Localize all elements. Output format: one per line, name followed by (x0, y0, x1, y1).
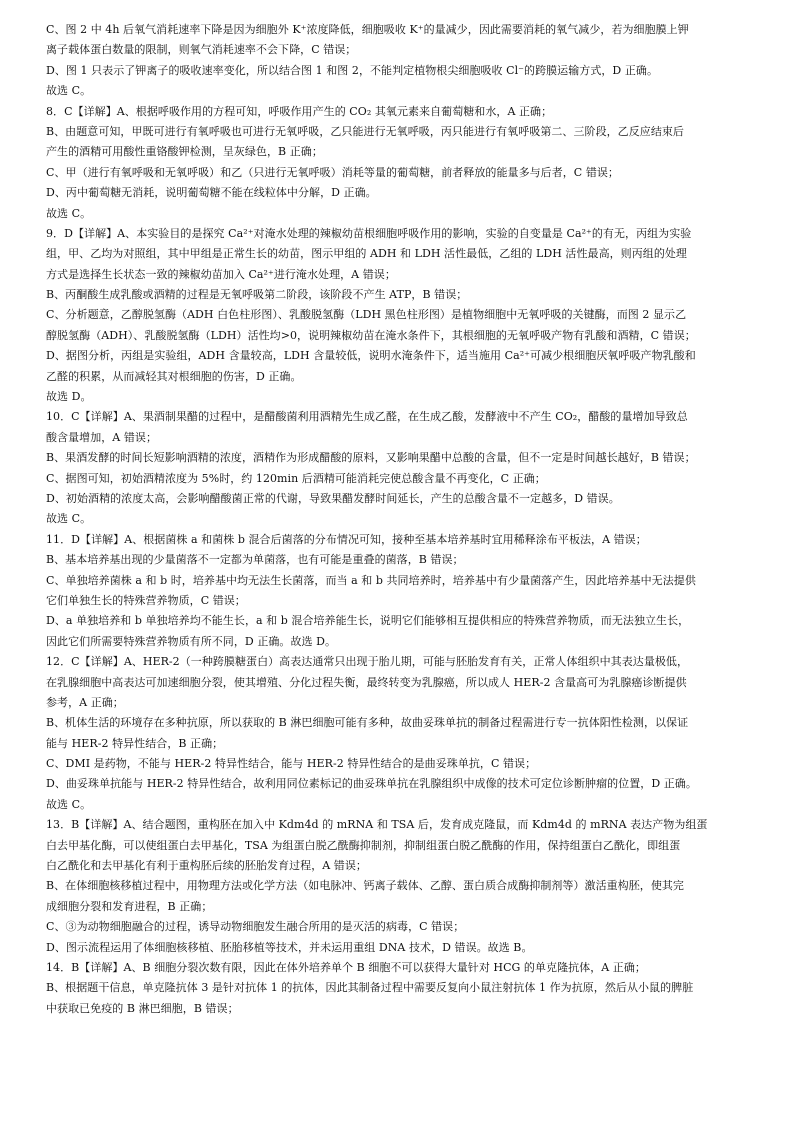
text-line: 能与 HER-2 特异性结合，B 正确； (46, 736, 224, 750)
text-line: 11．D【详解】A、根据菌株 a 和菌株 b 混合后菌落的分布情况可知，接种至基本培养基时宜用稀释涂布平板法，A 错误； (46, 532, 647, 546)
text-line: 故选 C。 (46, 512, 92, 526)
text-line: B、机体生活的环境存在多种抗原，所以获取的 B 淋巴细胞可能有多种，故曲妥珠单抗的制备过程需进行专一抗体阳性检测，以保证 (46, 716, 689, 730)
answer-explanation-page (46, 20, 762, 1019)
text-line: C、据图可知，初始酒精浓度为 5%时，约 120min 后酒精可能消耗完使总酸含量不再变化，C 正确； (46, 471, 546, 485)
text-line: 故选 C。 (46, 797, 92, 811)
text-line: D、图 1 只表示了钾离子的吸收速率变化，所以结合图 1 和图 2，不能判定植物根尖细胞吸收 Cl⁻的跨膜运输方式，D 正确。 (46, 63, 658, 77)
text-line: 它们单独生长的特殊营养物质，C 错误； (46, 593, 246, 607)
text-line: 12．C【详解】A、HER-2（一种跨膜糖蛋白）高表达通常只出现于胎儿期，可能与胚胎发育有关，正常人体组织中其表达量极低， (46, 655, 689, 669)
text-line: 故选 C。 (46, 206, 92, 220)
text-line: B、由题意可知，甲既可进行有氧呼吸也可进行无氧呼吸，乙只能进行无氧呼吸，丙只能进行有氧呼吸第二、三阶段，乙反应结束后 (46, 124, 684, 138)
text-line: 组，甲、乙均为对照组，其中甲组是正常生长的幼苗，图示甲组的 ADH 和 LDH 活性最低，乙组的 LDH 活性最高，则丙组的处理 (46, 247, 687, 261)
text-line: D、a 单独培养和 b 单独培养均不能生长，a 和 b 混合培养能生长，说明它们能够相互提供相应的特殊营养物质，而无法独立生长， (46, 614, 690, 628)
text-line: 14．B【详解】A、B 细胞分裂次数有限，因此在体外培养单个 B 细胞不可以获得大量针对 HCG 的单克隆抗体，A 正确； (46, 960, 646, 974)
text-line: B、基本培养基出现的少量菌落不一定都为单菌落，也有可能是重叠的菌落，B 错误； (46, 553, 464, 567)
text-line: 8．C【详解】A、根据呼吸作用的方程可知，呼吸作用产生的 CO₂ 其氧元素来自葡萄糖和水，A 正确； (46, 104, 553, 118)
text-line: B、丙酮酸生成乳酸或酒精的过程是无氧呼吸第二阶段，该阶段不产生 ATP，B 错误； (46, 288, 468, 302)
text-line: 产生的酒精可用酸性重铬酸钾检测，呈灰绿色，B 正确； (46, 145, 323, 159)
text-line: 酸含量增加，A 错误； (46, 430, 157, 444)
text-line: 故选 D。 (46, 390, 92, 404)
text-line: 9．D【详解】A、本实验目的是探究 Ca²⁺对淹水处理的辣椒幼苗根细胞呼吸作用的影响，实验的自变量是 Ca²⁺的有无，丙组为实验 (46, 226, 692, 240)
text-line: 13．B【详解】A、结合题图，重构胚在加入中 Kdm4d 的 mRNA 和 TSA 后，发育成克隆鼠，而 Kdm4d 的 mRNA 表达产物为组蛋 (46, 818, 708, 832)
text-line: D、曲妥珠单抗能与 HER-2 特异性结合，故利用同位素标记的曲妥珠单抗在乳腺组织中成像的技术可定位诊断肿瘤的位置，D 正确。 (46, 777, 697, 791)
text-line: 方式是选择生长状态一致的辣椒幼苗加入 Ca²⁺进行淹水处理，A 错误； (46, 267, 396, 281)
text-line: C、图 2 中 4h 后氧气消耗速率下降是因为细胞外 K⁺浓度降低，细胞吸收 K⁺的量减少，因此需要消耗的氧气减少，若为细胞膜上钾 (46, 23, 689, 36)
text-line: 离子载体蛋白数量的限制，则氧气消耗速率不会下降，C 错误； (46, 43, 357, 57)
text-line: 白乙酰化和去甲基化有利于重构胚后续的胚胎发育过程，A 错误； (46, 859, 367, 873)
text-line: C、分析题意，乙醇脱氢酶（ADH 白色柱形图）、乳酸脱氢酶（LDH 黑色柱形图）是植物细胞中无氧呼吸的关键酶，而图 2 显示乙 (46, 308, 687, 322)
text-line: D、初始酒精的浓度太高，会影响醋酸菌正常的代谢，导致果醋发酵时间延长，产生的总酸含量不一定越多，D 错误。 (46, 491, 620, 505)
text-line: D、据图分析，丙组是实验组，ADH 含量较高，LDH 含量较低，说明水淹条件下，适当施用 Ca²⁺可减少根细胞厌氧呼吸产物乳酸和 (46, 349, 696, 363)
text-line: 10．C【详解】A、果酒制果醋的过程中，是醋酸菌利用酒精先生成乙醛，在生成乙酸，发酵液中不产生 CO₂，醋酸的量增加导致总 (46, 410, 688, 424)
text-line: 乙醛的积累，从而减轻其对根细胞的伤害，D 正确。 (46, 369, 302, 383)
text-line: 白去甲基化酶，可以使组蛋白去甲基化，TSA 为组蛋白脱乙酰酶抑制剂，抑制组蛋白脱乙酰酶的作用，保持组蛋白乙酰化，即组蛋 (46, 838, 681, 852)
text-line: C、单独培养菌株 a 和 b 时，培养基中均无法生长菌落，而当 a 和 b 共同培养时，培养基中有少量菌落产生，因此培养基中无法提供 (46, 573, 696, 587)
text-line: D、丙中葡萄糖无消耗，说明葡萄糖不能在线粒体中分解，D 正确。 (46, 186, 377, 200)
text-line: C、③为动物细胞融合的过程，诱导动物细胞发生融合所用的是灭活的病毒，C 错误； (46, 920, 465, 934)
text-line: 在乳腺细胞中高表达可加速细胞分裂，使其增殖、分化过程失衡，最终转变为乳腺癌，所以成人 HER-2 含量高可为乳腺癌诊断提供 (46, 675, 687, 689)
text-line: 成细胞分裂和发育进程，B 正确； (46, 899, 213, 913)
text-line: 因此它们所需要特殊营养物质有所不同，D 正确。故选 D。 (46, 634, 337, 648)
text-line: C、DMI 是药物，不能与 HER-2 特异性结合，能与 HER-2 特异性结合的是曲妥珠单抗，C 错误； (46, 757, 537, 771)
text-line: D、图示流程运用了体细胞核移植、胚胎移植等技术，并未运用重组 DNA 技术，D 错误。故选 B。 (46, 940, 533, 954)
text-line: 参考，A 正确； (46, 695, 124, 709)
text-line: B、果酒发酵的时间长短影响酒精的浓度，酒精作为形成醋酸的原料，又影响果醋中总酸的含量，但不一定是时间越长越好，B 错误； (46, 451, 696, 465)
text-line: B、在体细胞核移植过程中，用物理方法或化学方法（如电脉冲、钙离子载体、乙醇、蛋白质合成酶抑制剂等）激活重构胚，使其完 (46, 879, 684, 893)
text-line: 故选 C。 (46, 84, 92, 98)
text-line: 中获取已免疫的 B 淋巴细胞，B 错误； (46, 1001, 239, 1015)
text-line: C、甲（进行有氧呼吸和无氧呼吸）和乙（只进行无氧呼吸）消耗等量的葡萄糖，前者释放的能量多与后者，C 错误； (46, 165, 619, 179)
text-line: B、根据题干信息，单克隆抗体 3 是针对抗体 1 的抗体，因此其制备过程中需要反复向小鼠注射抗体 1 作为抗原，然后从小鼠的脾脏 (46, 981, 694, 995)
text-line: 醇脱氢酶（ADH）、乳酸脱氢酶（LDH）活性均>0，说明辣椒幼苗在淹水条件下，其根细胞的无氧呼吸产物有乳酸和酒精，C 错误； (46, 328, 696, 342)
